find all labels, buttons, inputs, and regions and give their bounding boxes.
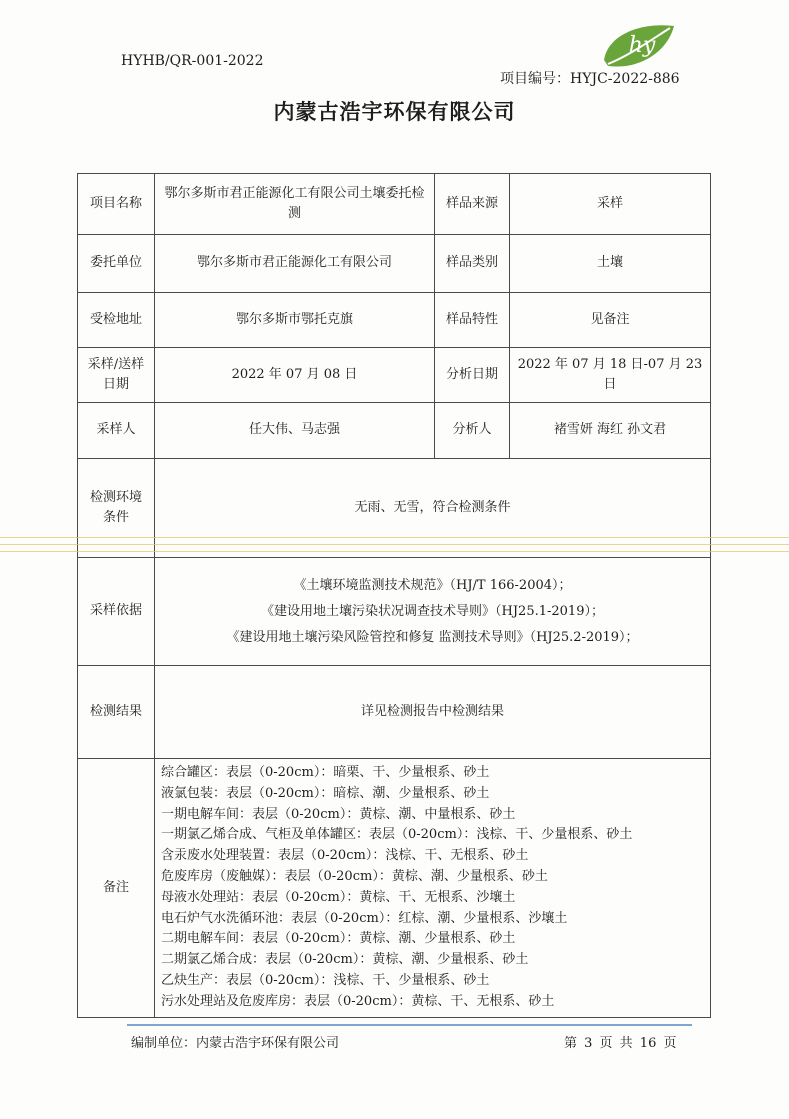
row-project-name <box>78 174 711 235</box>
footer-compiler: 编制单位：内蒙古浩宇环保有限公司 <box>131 1036 340 1051</box>
row-client <box>78 235 711 293</box>
sampler-value: 任大伟、马志强 <box>155 403 435 459</box>
client-value: 鄂尔多斯市君正能源化工有限公司 <box>155 235 435 293</box>
svg-text:hy: hy <box>628 33 656 58</box>
sample-source-label: 样品来源 <box>435 174 510 235</box>
sample-source-value: 采样 <box>510 174 711 235</box>
site-value: 鄂尔多斯市鄂托克旗 <box>155 293 435 348</box>
row-environment <box>78 459 711 558</box>
remark-item: 污水处理站及危废库房：表层（0-20cm）：黄棕、干、无根系、砂土 <box>161 993 555 1009</box>
remark-item: 液氯包装：表层（0-20cm）：暗棕、潮、少量根系、砂土 <box>161 785 490 801</box>
remark-item: 一期氯乙烯合成、气柜及单体罐区：表层（0-20cm）：浅棕、干、少量根系、砂土 <box>161 827 633 843</box>
analyst-value: 褚雪妍 海红 孙文君 <box>510 403 711 459</box>
remarks-value <box>155 759 711 1018</box>
analyst-label: 分析人 <box>435 403 510 459</box>
remark-item: 一期电解车间：表层（0-20cm）：黄棕、潮、中量根系、砂土 <box>161 806 516 822</box>
row-site <box>78 293 711 348</box>
project-name-label: 项目名称 <box>78 174 155 235</box>
sample-type-value: 土壤 <box>510 235 711 293</box>
company-logo <box>598 20 678 72</box>
remark-item: 母液水处理站：表层（0-20cm）：黄棕、干、无根系、沙壤土 <box>161 889 516 905</box>
remark-item: 含汞废水处理装置：表层（0-20cm）：浅棕、干、无根系、砂土 <box>161 848 529 864</box>
basis-line: 《建设用地土壤污染状况调查技术导则》（HJ25.1-2019）； <box>261 603 604 619</box>
basis-value <box>155 558 711 666</box>
footer-divider <box>127 1024 692 1026</box>
remark-item: 电石炉气水洗循环池：表层（0-20cm）：红棕、潮、少量根系、沙壤土 <box>161 910 568 926</box>
sampler-label: 采样人 <box>78 403 155 459</box>
client-label: 委托单位 <box>78 235 155 293</box>
project-name-value: 鄂尔多斯市君正能源化工有限公司土壤委托检测 <box>155 174 435 235</box>
document-code: HYHB/QR-001-2022 <box>121 53 264 69</box>
row-remarks <box>78 759 711 1018</box>
basis-line: 《土壤环境监测技术规范》（HJ/T 166-2004）； <box>293 577 572 593</box>
remark-item: 二期电解车间：表层（0-20cm）：黄棕、潮、少量根系、砂土 <box>161 931 516 947</box>
result-label: 检测结果 <box>78 666 155 759</box>
basis-line: 《建设用地土壤污染风险管控和修复 监测技术导则》（HJ25.2-2019）； <box>226 629 639 645</box>
project-number: 项目编号：HYJC-2022-886 <box>500 71 680 87</box>
remark-item: 乙炔生产：表层（0-20cm）：浅棕、干、少量根系、砂土 <box>161 972 490 988</box>
sample-feature-label: 样品特性 <box>435 293 510 348</box>
remark-item: 危废库房（废触媒）：表层（0-20cm）：黄棕、潮、少量根系、砂土 <box>161 868 548 884</box>
sampling-date-label: 采样/送样日期 <box>78 348 155 403</box>
site-label: 受检地址 <box>78 293 155 348</box>
sample-feature-value: 见备注 <box>510 293 711 348</box>
sample-type-label: 样品类别 <box>435 235 510 293</box>
company-title: 内蒙古浩宇环保有限公司 <box>273 100 516 124</box>
row-basis <box>78 558 711 666</box>
env-label: 检测环境条件 <box>78 459 155 558</box>
row-dates <box>78 348 711 403</box>
basis-label: 采样依据 <box>78 558 155 666</box>
info-table <box>77 173 711 1018</box>
analysis-date-value: 2022 年 07 月 18 日-07 月 23 日 <box>510 348 711 403</box>
row-result <box>78 666 711 759</box>
remarks-label: 备注 <box>78 759 155 1018</box>
sampling-date-value: 2022 年 07 月 08 日 <box>155 348 435 403</box>
remark-item: 综合罐区：表层（0-20cm）：暗栗、干、少量根系、砂土 <box>161 765 490 780</box>
row-personnel <box>78 403 711 459</box>
footer-page-number: 第 3 页 共 16 页 <box>564 1036 677 1051</box>
env-value: 无雨、无雪，符合检测条件 <box>155 459 711 558</box>
remark-item: 二期氯乙烯合成：表层（0-20cm）：黄棕、潮、少量根系、砂土 <box>161 952 529 968</box>
analysis-date-label: 分析日期 <box>435 348 510 403</box>
result-value: 详见检测报告中检测结果 <box>155 666 711 759</box>
